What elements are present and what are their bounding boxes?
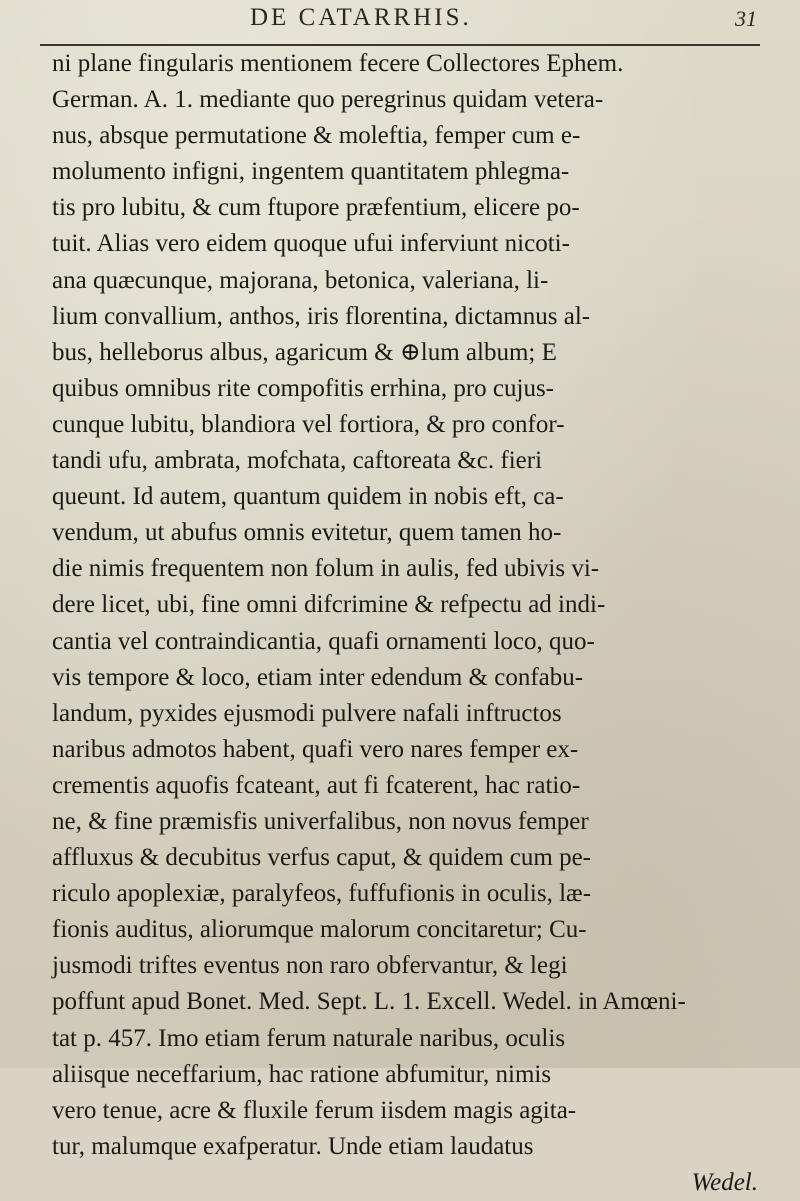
text-line: ni plane fingularis mentionem fecere Collectores Ephem. xyxy=(52,50,624,77)
text-line: tandi ufu, ambrata, mofchata, caftoreata &c. fieri xyxy=(52,447,543,475)
page-header xyxy=(0,4,800,48)
text-line: dere licet, ubi, fine omni difcrimine & refpectu ad indi- xyxy=(52,591,606,619)
text-line: cunque lubitu, blandiora vel fortiora, & pro confor- xyxy=(52,410,565,438)
page-number: 31 xyxy=(735,6,757,31)
text-line: bus, helleborus albus, agaricum & ⊕lum album; E xyxy=(52,338,557,366)
text-line: molumento infigni, ingentem quantitatem phlegma- xyxy=(52,158,570,186)
text-line: tat p. 457. Imo etiam ferum naturale naribus, oculis xyxy=(52,1024,566,1052)
text-line: poffunt apud Bonet. Med. Sept. L. 1. Excell. Wedel. in Amœni- xyxy=(52,988,686,1016)
text-line: ana quæcunque, majorana, betonica, valeriana, li- xyxy=(52,266,549,294)
text-line: vis tempore & loco, etiam inter edendum & confabu- xyxy=(52,663,584,691)
text-line: vendum, ut abufus omnis evitetur, quem tamen ho- xyxy=(52,519,562,547)
text-line: fionis auditus, aliorumque malorum concitaretur; Cu- xyxy=(52,916,587,944)
text-line: tur, malumque exafperatur. Unde etiam laudatus xyxy=(52,1132,534,1160)
running-title: DE CATARRHIS. xyxy=(250,4,472,31)
text-line: naribus admotos habent, quafi vero nares femper ex- xyxy=(52,735,579,763)
text-line: cantia vel contraindicantia, quafi ornamenti loco, quo- xyxy=(52,627,595,655)
text-line: crementis aquofis fcateant, aut fi fcaterent, hac ratio- xyxy=(52,771,581,799)
text-line: nus, absque permutatione & moleftia, femper cum e- xyxy=(52,122,581,150)
text-line: riculo apoplexiæ, paralyfeos, fuffufionis in oculis, læ- xyxy=(52,880,592,908)
text-line: aliisque neceffarium, hac ratione abfumitur, nimis xyxy=(52,1060,552,1088)
text-line: lium convallium, anthos, iris florentina, dictamnus al- xyxy=(52,302,591,330)
text-line: tis pro lubitu, & cum ftupore præfentium, elicere po- xyxy=(52,194,580,222)
text-line: affluxus & decubitus verfus caput, & quidem cum pe- xyxy=(52,844,591,872)
text-line: vero tenue, acre & fluxile ferum iisdem magis agita- xyxy=(52,1096,577,1124)
text-line: jusmodi triftes eventus non raro obfervantur, & legi xyxy=(52,952,568,980)
catchword: Wedel. xyxy=(691,1168,758,1196)
text-line: die nimis frequentem non folum in aulis, fed ubivis vi- xyxy=(52,555,600,583)
text-line: landum, pyxides ejusmodi pulvere nafali inftructos xyxy=(52,699,562,727)
text-line: tuit. Alias vero eidem quoque ufui inferviunt nicoti- xyxy=(52,230,570,258)
text-line: German. A. 1. mediante quo peregrinus quidam vetera- xyxy=(52,86,604,114)
text-line: queunt. Id autem, quantum quidem in nobis eft, ca- xyxy=(52,483,564,511)
text-line: ne, & fine præmisfis univerfalibus, non novus femper xyxy=(52,807,589,835)
text-line: quibus omnibus rite compofitis errhina, pro cujus- xyxy=(52,374,555,402)
body-text xyxy=(52,46,764,1201)
